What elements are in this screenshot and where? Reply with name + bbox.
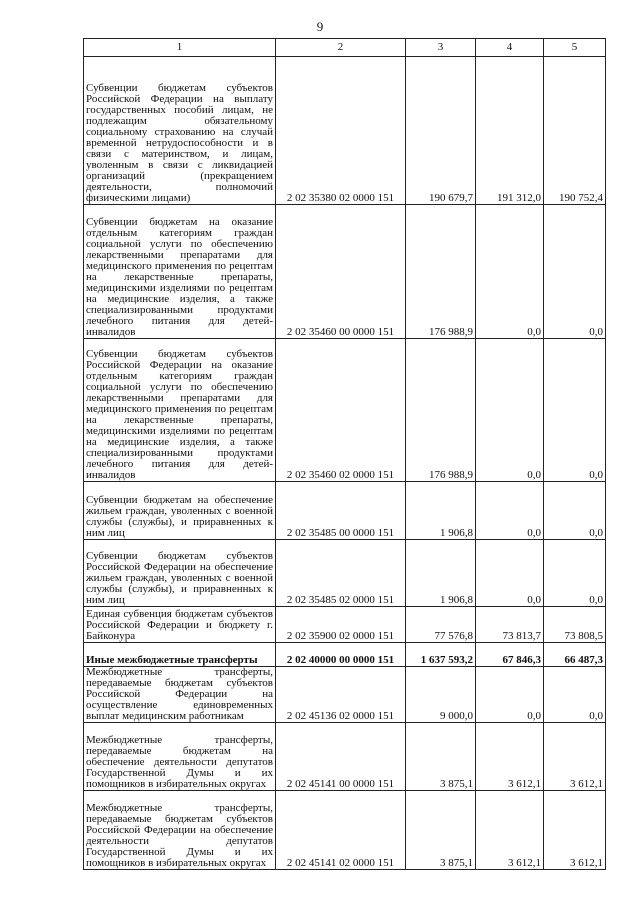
row-value-2018: 1 906,8 [406,482,476,540]
row-description: Субвенции бюджетам субъектов Российской Федерации на оказание отдельным категориям граждан социальной услуги по обеспечению лекарственными препаратами для медицинского применения по рецептам на лекарственные препараты, медицинскими изделиями по рецептам на медицинские изделия, а также специализированными продуктами лечебного питания для детей-инвалидов [84,339,276,482]
row-code: 2 02 35485 00 0000 151 [276,482,406,540]
row-code: 2 02 40000 00 0000 151 [276,643,406,667]
row-description: Единая субвенция бюджетам субъектов Российской Федерации и бюджету г. Байконура [84,607,276,643]
row-code: 2 02 35380 02 0000 151 [276,57,406,205]
row-code: 2 02 45136 02 0000 151 [276,667,406,723]
row-code: 2 02 35460 02 0000 151 [276,339,406,482]
row-value-2019: 3 612,1 [476,723,544,791]
table-row [84,57,606,205]
row-value-2020: 0,0 [544,482,606,540]
column-header: 1 [84,39,276,57]
table-row [84,205,606,339]
row-description: Субвенции бюджетам субъектов Российской Федерации на выплату государственных пособий лицам, не подлежащим обязательному социальному страхованию на случай временной нетрудоспособности и в связи с материнством, и лицам, уволенным в связи с ликвидацией организаций (прекращением деятельности, полномочий физическими лицами) [84,57,276,205]
page-number: 9 [316,19,324,34]
row-code: 2 02 35485 02 0000 151 [276,540,406,607]
row-value-2018: 176 988,9 [406,205,476,339]
row-value-2018: 1 906,8 [406,540,476,607]
table-row [84,643,606,667]
row-value-2020: 3 612,1 [544,791,606,870]
table-row [84,540,606,607]
row-code: 2 02 45141 00 0000 151 [276,723,406,791]
row-value-2020: 0,0 [544,339,606,482]
row-code: 2 02 35460 00 0000 151 [276,205,406,339]
row-description: Субвенции бюджетам на обеспечение жильем граждан, уволенных с военной службы (службы), и приравненных к ним лиц [84,482,276,540]
row-description: Межбюджетные трансферты, передаваемые бюджетам субъектов Российской Федерации на обеспечение деятельности депутатов Государственной Думы и их помощников в избирательных округах [84,791,276,870]
column-header: 3 [406,39,476,57]
row-value-2018: 1 637 593,2 [406,643,476,667]
row-value-2018: 176 988,9 [406,339,476,482]
column-header: 5 [544,39,606,57]
table-row [84,791,606,870]
row-value-2019: 0,0 [476,205,544,339]
row-description: Субвенции бюджетам на оказание отдельным категориям граждан социальной услуги по обеспечению лекарственными препаратами для медицинского применения по рецептам на лекарственные препараты, медицинскими изделиями по рецептам на медицинские изделия, а также специализированными продуктами лечебного питания для детей-инвалидов [84,205,276,339]
row-value-2019: 191 312,0 [476,57,544,205]
row-value-2019: 0,0 [476,667,544,723]
row-description: Субвенции бюджетам субъектов Российской Федерации на обеспечение жильем граждан, уволенных с военной службы (службы), и приравненных к ним лиц [84,540,276,607]
table-row [84,482,606,540]
row-description: Межбюджетные трансферты, передаваемые бюджетам на обеспечение деятельности депутатов Государственной Думы и их помощников в избирательных округах [84,723,276,791]
row-value-2020: 0,0 [544,205,606,339]
row-value-2020: 0,0 [544,540,606,607]
row-value-2018: 77 576,8 [406,607,476,643]
table-header-row [84,39,606,57]
budget-table [83,38,606,870]
row-value-2019: 0,0 [476,540,544,607]
row-value-2018: 3 875,1 [406,791,476,870]
row-value-2020: 190 752,4 [544,57,606,205]
row-value-2019: 0,0 [476,482,544,540]
table-row [84,667,606,723]
row-value-2020: 73 808,5 [544,607,606,643]
table-row [84,339,606,482]
row-value-2019: 0,0 [476,339,544,482]
table-row [84,723,606,791]
row-description: Межбюджетные трансферты, передаваемые бюджетам субъектов Российской Федерации на осуществление единовременных выплат медицинским работникам [84,667,276,723]
row-description: Иные межбюджетные трансферты [84,643,276,667]
column-header: 2 [276,39,406,57]
row-value-2019: 67 846,3 [476,643,544,667]
row-value-2020: 3 612,1 [544,723,606,791]
row-value-2018: 9 000,0 [406,667,476,723]
row-code: 2 02 35900 02 0000 151 [276,607,406,643]
row-value-2020: 0,0 [544,667,606,723]
row-value-2020: 66 487,3 [544,643,606,667]
row-value-2018: 3 875,1 [406,723,476,791]
row-value-2018: 190 679,7 [406,57,476,205]
row-code: 2 02 45141 02 0000 151 [276,791,406,870]
row-value-2019: 73 813,7 [476,607,544,643]
row-value-2019: 3 612,1 [476,791,544,870]
table-row [84,607,606,643]
column-header: 4 [476,39,544,57]
